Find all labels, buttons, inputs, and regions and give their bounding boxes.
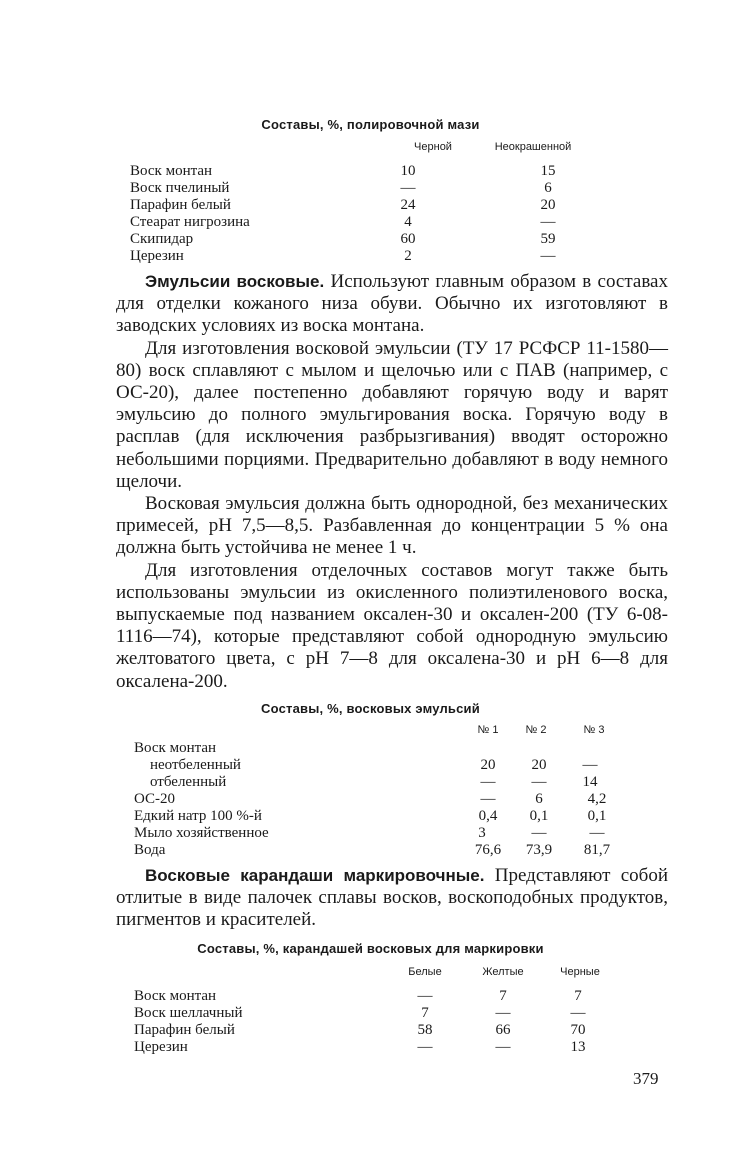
paragraph: Для изготовления отделочных составов могут также быть использованы эмульсии из окисленного полиэтиленового воска, выпускаемые под названием оксален-30 и оксален-200 (ТУ 6-08-1116—74), которые представляют собой однородную эмульсию желтоватого цвета, с pH 7—8 для оксалена-30 и pH 6—8 для оксалена-200. [116, 559, 668, 692]
table2-row-label: Воск монтан [134, 740, 217, 756]
table2-cell: 14 [582, 774, 598, 790]
table2-title: Составы, %, восковых эмульсий [261, 701, 480, 716]
paragraph-text: Представляют собой отлитые в виде палочек сплавы восков, воскоподобных продуктов, пигментов и красителей. [116, 865, 668, 931]
table1-cell: — [400, 180, 416, 196]
table1-row [0, 214, 741, 231]
table3-row [0, 988, 741, 1005]
body-text-emulsions [116, 271, 668, 693]
table1-row [0, 163, 741, 180]
table3-cell: — [417, 988, 433, 1004]
table3-row-label: Парафин белый [134, 1022, 235, 1038]
table3-row-label: Воск монтан [134, 988, 217, 1004]
table3-col-header: Желтые [482, 966, 524, 978]
table2-cell: 0,1 [587, 808, 607, 824]
table2-row-label: ОС-20 [134, 791, 176, 807]
page-number: 379 [633, 1069, 659, 1088]
table3-cell: — [417, 1039, 433, 1055]
table3-cell: 7 [574, 988, 582, 1004]
section-heading: Восковые карандаши маркировочные. [145, 866, 485, 885]
table1-row-label: Парафин белый [130, 197, 231, 213]
table2-cell: 76,6 [474, 842, 502, 858]
table1-row [0, 180, 741, 197]
table1-col-header: Черной [414, 141, 452, 153]
table1-cell: 2 [404, 248, 412, 264]
table3-row [0, 1022, 741, 1039]
table2-cell: — [589, 825, 605, 841]
table2-row-label: отбеленный [150, 774, 227, 790]
table1-cell: 20 [540, 197, 556, 213]
table2-cell: — [582, 757, 598, 773]
table1-row-label: Воск монтан [130, 163, 213, 179]
table1-cell: 60 [400, 231, 416, 247]
table3-title: Составы, %, карандашей восковых для маркировки [197, 941, 544, 956]
table2-cell: — [531, 774, 547, 790]
paragraph-text: Используют главным образом в составах для отделки кожаного низа обуви. Обычно их изготовляют в заводских условиях из воска монтана. [116, 271, 668, 337]
paragraph [116, 865, 668, 932]
table3-cell: 66 [495, 1022, 511, 1038]
table1-cell: — [540, 248, 556, 264]
body-text-pencils [116, 865, 668, 932]
table2-cell: 6 [535, 791, 543, 807]
table1-cell: 59 [540, 231, 556, 247]
table2-col-header: № 1 [477, 724, 499, 736]
table1-cell: 24 [400, 197, 416, 213]
table2-row [0, 842, 741, 859]
table1-row [0, 248, 741, 265]
table2-col-header: № 2 [525, 724, 547, 736]
table3-cell: — [570, 1005, 586, 1021]
table2-row [0, 808, 741, 825]
table1-row [0, 197, 741, 214]
table2-cell: 0,4 [478, 808, 498, 824]
table3-cell: — [495, 1005, 511, 1021]
table1-cell: — [540, 214, 556, 230]
table3-col-header: Черные [560, 966, 600, 978]
table2-cell: — [480, 791, 496, 807]
table2-row [0, 825, 741, 842]
table2-row-label: неотбеленный [150, 757, 241, 773]
table2-col-header: № 3 [583, 724, 605, 736]
table1-row-label: Стеарат нигрозина [130, 214, 250, 230]
table2-row [0, 757, 741, 774]
table3-row-label: Церезин [134, 1039, 188, 1055]
table3-cell: 58 [417, 1022, 433, 1038]
table3-cell: 13 [570, 1039, 586, 1055]
table2-row-label: Вода [134, 842, 166, 858]
table2-row-label: Мыло хозяйственное [134, 825, 269, 841]
table3-row [0, 1005, 741, 1022]
paragraph [116, 271, 668, 338]
table1-title: Составы, %, полировочной мази [261, 117, 480, 132]
table1-cell: 10 [400, 163, 416, 179]
table3-cell: — [495, 1039, 511, 1055]
section-heading: Эмульсии восковые. [145, 272, 325, 291]
paragraph: Восковая эмульсия должна быть однородной, без механических примесей, pH 7,5—8,5. Разбавленная до концентрации 5 % она должна быть устойчива не менее 1 ч. [116, 493, 668, 559]
table2-cell: 20 [531, 757, 547, 773]
table3-row [0, 1039, 741, 1056]
table2-row-label: Едкий натр 100 %-й [134, 808, 262, 824]
table3-col-header: Белые [408, 966, 442, 978]
table2-row [0, 774, 741, 791]
table3-row-label: Воск шеллачный [134, 1005, 243, 1021]
table1-cell: 4 [404, 214, 412, 230]
table2-cell: 73,9 [525, 842, 553, 858]
table3-cell: 7 [499, 988, 507, 1004]
paragraph: Для изготовления восковой эмульсии (ТУ 17 РСФСР 11-1580—80) воск сплавляют с мылом и щелочью или с ПАВ (например, с ОС-20), далее постепенно добавляют горячую воду и варят эмульсию до полного эмульгирования воска. Горячую воду в расплав (для исключения разбрызгивания) вводят осторожно небольшими порциями. Предварительно добавляют в воду немного щелочи. [116, 337, 668, 492]
table1-row-label: Скипидар [130, 231, 194, 247]
table2-cell: 4,2 [587, 791, 607, 807]
table1-cell: 6 [544, 180, 552, 196]
table2-cell: — [531, 825, 547, 841]
table1-row [0, 231, 741, 248]
table1-cell: 15 [540, 163, 556, 179]
table3-cell: 7 [421, 1005, 429, 1021]
table2-cell: 81,7 [583, 842, 611, 858]
table2-row [0, 740, 741, 757]
table1-row-label: Воск пчелиный [130, 180, 230, 196]
table2-cell: 0,1 [529, 808, 549, 824]
table2-cell: 3 [478, 825, 486, 841]
table2-row [0, 791, 741, 808]
table3-cell: 70 [570, 1022, 586, 1038]
table2-cell: — [480, 774, 496, 790]
table1-col-header: Неокрашенной [494, 141, 572, 153]
table1-row-label: Церезин [130, 248, 184, 264]
table2-cell: 20 [480, 757, 496, 773]
